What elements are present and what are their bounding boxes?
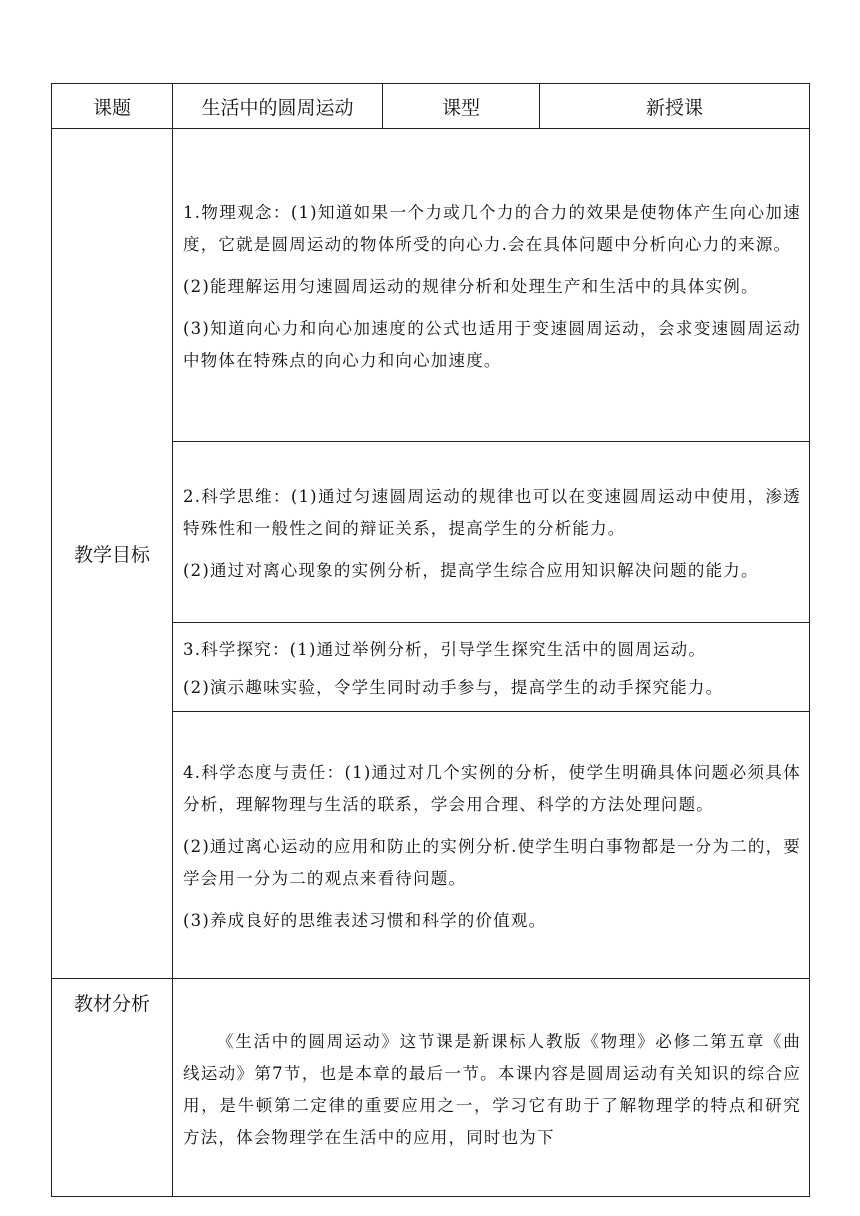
- objective-section-attitude-responsibility: [173, 712, 810, 979]
- type-value: 新授课: [540, 84, 810, 129]
- objective-section-scientific-inquiry: [173, 623, 810, 712]
- analysis-paragraph: 《生活中的圆周运动》这节课是新课标人教版《物理》必修二第五章《曲线运动》第7节，也是本章的最后一节。本课内容是圆周运动有关知识的综合应用，是牛顿第二定律的重要应用之一，学习它有助于了解物理学的特点和研究方法，体会物理学在生活中的应用，同时也为下: [183, 1031, 801, 1147]
- objective-paragraph: 4.科学态度与责任：(1)通过对几个实例的分析，使学生明确具体问题必须具体分析，理解物理与生活的联系，学会用合理、科学的方法处理问题。: [183, 763, 801, 814]
- objectives-label: 教学目标: [52, 129, 173, 979]
- topic-value: 生活中的圆周运动: [173, 84, 383, 129]
- analysis-label: 教材分析: [52, 979, 173, 1197]
- topic-label: 课题: [52, 84, 173, 129]
- type-label: 课型: [383, 84, 540, 129]
- objective-paragraph: 3.科学探究：(1)通过举例分析，引导学生探究生活中的圆周运动。: [183, 640, 707, 659]
- objective-paragraph: (2)能理解运用匀速圆周运动的规律分析和处理生产和生活中的具体实例。: [183, 277, 759, 296]
- objective-paragraph: (2)通过离心运动的应用和防止的实例分析.使学生明白事物都是一分为二的，要学会用一分为二的观点来看待问题。: [183, 837, 801, 888]
- header-row: [52, 84, 810, 129]
- objective-paragraph: (3)养成良好的思维表述习惯和科学的价值观。: [183, 911, 547, 930]
- objective-paragraph: (2)演示趣味实验，令学生同时动手参与，提高学生的动手探究能力。: [183, 678, 724, 697]
- objective-paragraph: 2.科学思维：(1)通过匀速圆周运动的规律也可以在变速圆周运动中使用，渗透特殊性和一般性之间的辩证关系，提高学生的分析能力。: [183, 487, 801, 538]
- objective-section-scientific-thinking: [173, 442, 810, 623]
- objectives-row-1: [52, 129, 810, 442]
- analysis-content: [173, 979, 810, 1197]
- objective-paragraph: (3)知道向心力和向心加速度的公式也适用于变速圆周运动，会求变速圆周运动中物体在特殊点的向心力和向心加速度。: [183, 319, 801, 370]
- objective-paragraph: 1.物理观念：(1)知道如果一个力或几个力的合力的效果是使物体产生向心加速度，它就是圆周运动的物体所受的向心力.会在具体问题中分析向心力的来源。: [183, 203, 801, 254]
- analysis-row: [52, 979, 810, 1197]
- lesson-plan-table: [51, 83, 810, 1197]
- objective-section-physics-concept: [173, 129, 810, 442]
- objective-paragraph: (2)通过对离心现象的实例分析，提高学生综合应用知识解决问题的能力。: [183, 561, 759, 580]
